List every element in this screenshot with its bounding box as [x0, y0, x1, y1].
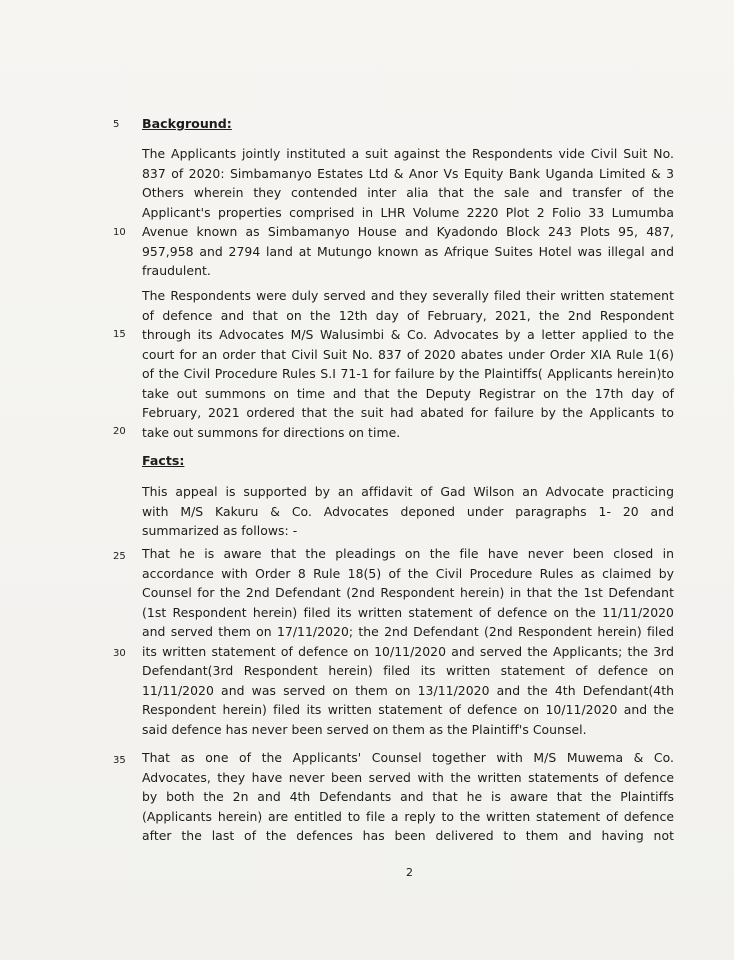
text-line: Defendant(3rd Respondent herein) filed its written statement of defence on: [142, 663, 674, 678]
text-line: fraudulent.: [142, 263, 211, 278]
text-line: accordance with Order 8 Rule 18(5) of the Civil Procedure Rules as claimed by: [142, 565, 674, 581]
text-line: 11/11/2020 and was served on them on 13/11/2020 and the 4th Defendant(4th: [142, 682, 674, 698]
background-paragraph-2: [142, 286, 674, 442]
text-line: (1st Respondent herein) filed its written statement of defence on the 11/11/2020: [142, 604, 674, 620]
text-line: That as one of the Applicants' Counsel together with M/S Muwema & Co.: [142, 750, 674, 765]
line-number: 15: [113, 329, 126, 340]
text-line: Applicant's properties comprised in LHR Volume 2220 Plot 2 Folio 33 Lumumba: [142, 204, 674, 220]
text-line: The Respondents were duly served and they severally filed their written statement: [142, 288, 674, 303]
text-line: Counsel for the 2nd Defendant (2nd Respondent herein) in that the 1st Defendant: [142, 585, 674, 600]
text-line: after the last of the defences has been delivered to them and having not: [142, 828, 674, 843]
text-line: said defence has never been served on them as the Plaintiff's Counsel.: [142, 721, 587, 737]
line-number: 20: [113, 426, 126, 437]
text-line: through its Advocates M/S Walusimbi & Co. Advocates by a letter applied to the: [142, 327, 674, 342]
text-line: take out summons for directions on time.: [142, 424, 401, 440]
text-line: Advocates, they have never been served with the written statements of defence: [142, 769, 674, 785]
page-number: 2: [406, 866, 413, 879]
line-number: 10: [113, 227, 126, 238]
text-line: Respondent herein) filed its written statement of defence on 10/11/2020 and the: [142, 702, 674, 717]
facts-point-2: [142, 748, 674, 846]
text-line: That he is aware that the pleadings on the file have never been closed in: [142, 546, 674, 561]
text-line: its written statement of defence on 10/11/2020 and served the Applicants; the 3rd: [142, 643, 674, 659]
text-line: take out summons on time and that the Deputy Registrar on the 17th day of: [142, 385, 674, 401]
text-line: Avenue known as Simbamanyo House and Kyadondo Block 243 Plots 95, 487,: [142, 224, 674, 239]
text-line: and served them on 17/11/2020; the 2nd Defendant (2nd Respondent herein) filed: [142, 624, 674, 639]
text-line: summarized as follows: -: [142, 523, 298, 538]
text-line: 837 of 2020: Simbamanyo Estates Ltd & Anor Vs Equity Bank Uganda Limited & 3: [142, 165, 674, 181]
text-line: 957,958 and 2794 land at Mutungo known as Afrique Suites Hotel was illegal and: [142, 243, 674, 259]
text-line: February, 2021 ordered that the suit had abated for failure by the Applicants to: [142, 405, 674, 420]
text-line: of the Civil Procedure Rules S.I 71-1 for failure by the Plaintiffs( Applicants herein)to: [142, 366, 674, 381]
text-line: The Applicants jointly instituted a suit against the Respondents vide Civil Suit No.: [142, 146, 674, 161]
facts-intro-paragraph: [142, 482, 674, 541]
text-line: court for an order that Civil Suit No. 837 of 2020 abates under Order XIA Rule 1(6): [142, 346, 674, 362]
text-line: by both the 2n and 4th Defendants and that he is aware that the Plaintiffs: [142, 789, 674, 804]
facts-heading: Facts:: [142, 453, 185, 468]
background-paragraph-1: [142, 144, 674, 281]
text-line: (Applicants herein) are entitled to file a reply to the written statement of defence: [142, 808, 674, 824]
line-number: 5: [113, 119, 120, 130]
line-number: 25: [113, 551, 126, 562]
background-heading: Background:: [142, 116, 232, 131]
text-line: This appeal is supported by an affidavit of Gad Wilson an Advocate practicing: [142, 484, 674, 499]
line-number: 30: [113, 648, 126, 659]
text-line: Others wherein they contended inter alia that the sale and transfer of the: [142, 185, 674, 200]
line-number: 35: [113, 755, 126, 766]
text-line: with M/S Kakuru & Co. Advocates deponed under paragraphs 1- 20 and: [142, 503, 674, 519]
text-line: of defence and that on the 12th day of February, 2021, the 2nd Respondent: [142, 307, 674, 323]
facts-point-1: [142, 544, 674, 739]
